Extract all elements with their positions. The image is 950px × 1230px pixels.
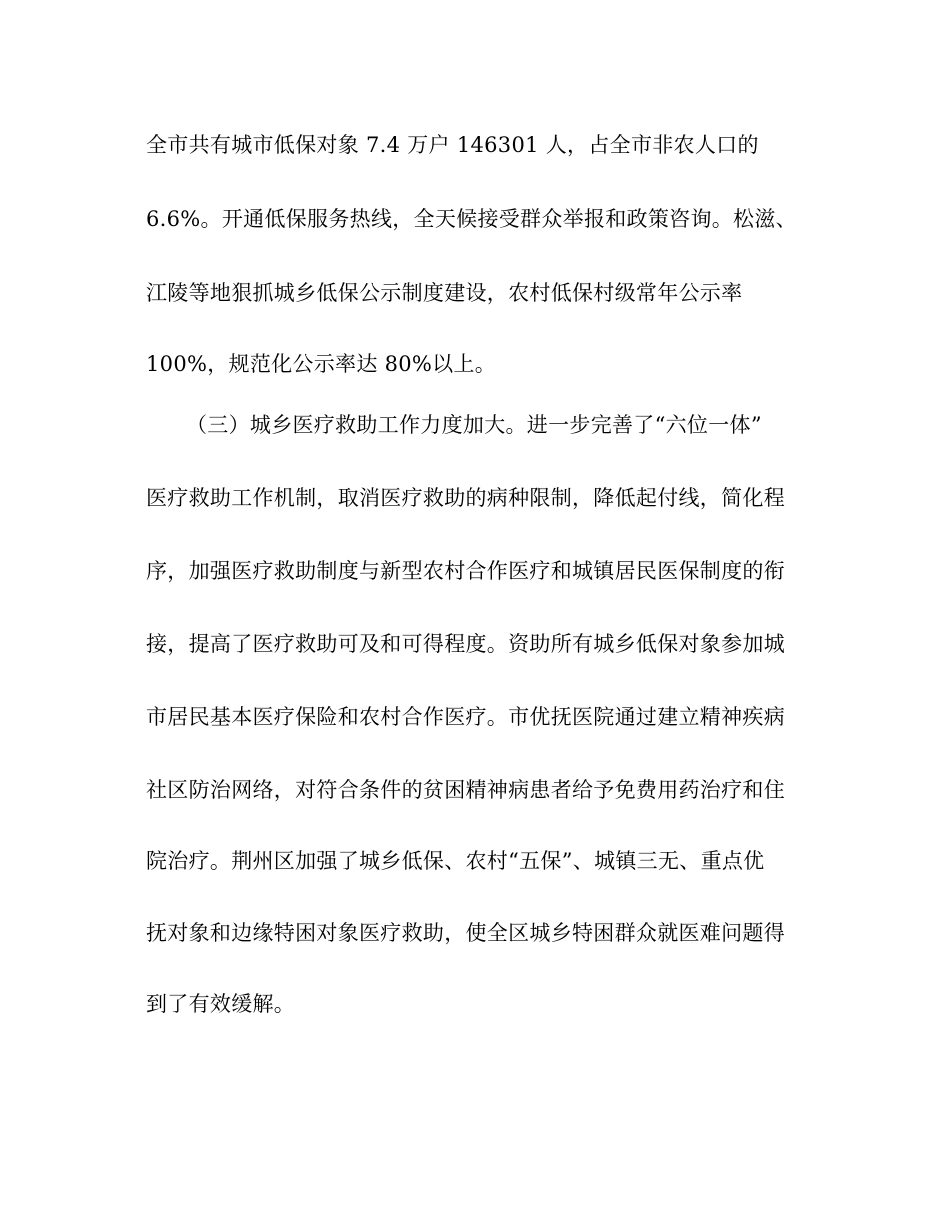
paragraph-line: 市居民基本医疗保险和农村合作医疗。市优抚医院通过建立精神疾病 — [146, 705, 785, 729]
paragraph-line: 社区防治网络，对符合条件的贫困精神病患者给予免费用药治疗和住 — [146, 778, 785, 802]
paragraph-line: 到了有效缓解。 — [146, 992, 296, 1016]
paragraph-line: 江陵等地狠抓城乡低保公示制度建设，农村低保村级常年公示率 — [146, 281, 743, 305]
paragraph-line: 序，加强医疗救助制度与新型农村合作医疗和城镇居民医保制度的衔 — [146, 559, 785, 583]
paragraph-line: 全市共有城市低保对象 7.4 万户 146301 人，占全市非农人口的 — [146, 133, 759, 157]
paragraph-line: 医疗救助工作机制，取消医疗救助的病种限制，降低起付线，简化程 — [146, 486, 785, 510]
paragraph-line: 6.6%。开通低保服务热线，全天候接受群众举报和政策咨询。松滋、 — [146, 207, 797, 231]
paragraph-line: 院治疗。荆州区加强了城乡低保、农村“五保”、城镇三无、重点优 — [146, 849, 765, 873]
paragraph-line: 接，提高了医疗救助可及和可得程度。资助所有城乡低保对象参加城 — [146, 632, 785, 656]
paragraph-line: 抚对象和边缘特困对象医疗救助，使全区城乡特困群众就医难问题得 — [146, 921, 785, 945]
section-heading-line: （三）城乡医疗救助工作力度加大。进一步完善了“六位一体” — [186, 413, 762, 437]
paragraph-line: 100%，规范化公示率达 80%以上。 — [146, 352, 497, 376]
